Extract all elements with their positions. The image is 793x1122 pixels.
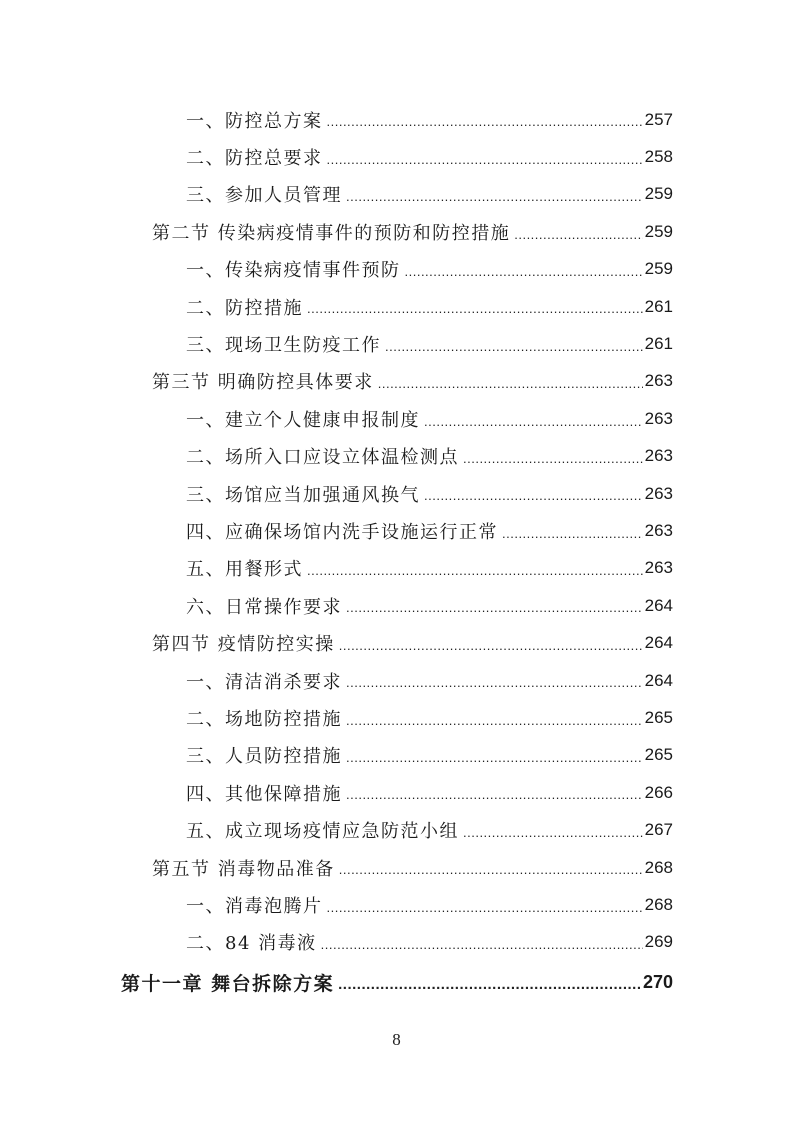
toc-entry-title: 二、84 消毒液 (186, 933, 317, 955)
toc-entry-page-number: 259 (644, 221, 673, 241)
toc-subsection-entry[interactable] (0, 325, 793, 362)
toc-entry-title: 第二节 传染病疫情事件的预防和防控措施 (152, 222, 511, 244)
table-of-contents (0, 101, 793, 1003)
toc-entry-page-number: 270 (642, 972, 673, 993)
toc-entry-page-number: 263 (644, 520, 673, 540)
toc-entry-page-number: 258 (644, 147, 673, 167)
toc-dot-leader (502, 526, 643, 550)
toc-dot-leader (463, 451, 643, 475)
toc-dot-leader (385, 339, 643, 363)
toc-entry-title: 六、日常操作要求 (186, 596, 342, 618)
toc-entry-title: 四、其他保障措施 (186, 783, 342, 805)
toc-entry-page-number: 269 (644, 932, 673, 952)
toc-subsection-entry[interactable] (0, 251, 793, 288)
toc-subsection-entry[interactable] (0, 811, 793, 848)
toc-subsection-entry[interactable] (0, 737, 793, 774)
toc-dot-leader (346, 750, 643, 774)
toc-subsection-entry[interactable] (0, 101, 793, 138)
toc-entry-page-number: 264 (644, 670, 673, 690)
toc-dot-leader (463, 825, 643, 849)
toc-entry-title: 三、场馆应当加强通风换气 (186, 484, 420, 506)
toc-entry-page-number: 268 (644, 857, 673, 877)
toc-entry-title: 二、场地防控措施 (186, 708, 342, 730)
toc-dot-leader (307, 301, 643, 325)
toc-section-entry[interactable] (0, 849, 793, 886)
toc-dot-leader (514, 227, 642, 251)
toc-subsection-entry[interactable] (0, 176, 793, 213)
toc-entry-page-number: 263 (644, 408, 673, 428)
toc-entry-title: 二、场所入口应设立体温检测点 (186, 447, 459, 469)
toc-subsection-entry[interactable] (0, 475, 793, 512)
toc-entry-page-number: 263 (644, 558, 673, 578)
toc-entry-title: 一、消毒泡腾片 (186, 895, 323, 917)
toc-dot-leader (327, 900, 643, 924)
toc-subsection-entry[interactable] (0, 924, 793, 961)
toc-entry-title: 五、用餐形式 (186, 559, 303, 581)
toc-dot-leader (307, 563, 643, 587)
toc-entry-page-number: 265 (644, 745, 673, 765)
toc-dot-leader (346, 600, 643, 624)
toc-subsection-entry[interactable] (0, 438, 793, 475)
toc-entry-page-number: 259 (644, 259, 673, 279)
toc-entry-title: 第三节 明确防控具体要求 (152, 372, 374, 394)
toc-subsection-entry[interactable] (0, 699, 793, 736)
toc-entry-page-number: 264 (644, 595, 673, 615)
toc-entry-title: 一、建立个人健康申报制度 (186, 409, 420, 431)
toc-entry-page-number: 263 (644, 446, 673, 466)
toc-entry-page-number: 268 (644, 894, 673, 914)
toc-dot-leader (424, 488, 643, 512)
toc-entry-title: 一、清洁消杀要求 (186, 671, 342, 693)
toc-entry-title: 第四节 疫情防控实操 (152, 634, 335, 656)
toc-entry-title: 五、成立现场疫情应急防范小组 (186, 821, 459, 843)
toc-section-entry[interactable] (0, 624, 793, 661)
toc-subsection-entry[interactable] (0, 886, 793, 923)
toc-dot-leader (327, 114, 643, 138)
toc-entry-page-number: 257 (644, 109, 673, 129)
toc-entry-page-number: 261 (644, 296, 673, 316)
toc-dot-leader (338, 976, 641, 1003)
toc-entry-title: 一、防控总方案 (186, 110, 323, 132)
toc-dot-leader (321, 937, 643, 961)
toc-dot-leader (339, 638, 643, 662)
toc-subsection-entry[interactable] (0, 400, 793, 437)
toc-section-entry[interactable] (0, 363, 793, 400)
toc-entry-title: 二、防控总要求 (186, 148, 323, 170)
toc-entry-title: 第五节 消毒物品准备 (152, 858, 335, 880)
toc-entry-page-number: 266 (644, 782, 673, 802)
page-number: 8 (392, 1030, 401, 1049)
toc-dot-leader (405, 264, 643, 288)
toc-entry-page-number: 267 (644, 820, 673, 840)
toc-dot-leader (339, 862, 643, 886)
toc-entry-page-number: 263 (644, 483, 673, 503)
toc-entry-page-number: 259 (644, 184, 673, 204)
toc-entry-page-number: 263 (644, 371, 673, 391)
toc-subsection-entry[interactable] (0, 550, 793, 587)
toc-subsection-entry[interactable] (0, 774, 793, 811)
toc-entry-title: 一、传染病疫情事件预防 (186, 260, 401, 282)
toc-entry-title: 三、人员防控措施 (186, 746, 342, 768)
toc-dot-leader (346, 675, 643, 699)
toc-entry-page-number: 265 (644, 707, 673, 727)
toc-subsection-entry[interactable] (0, 512, 793, 549)
toc-dot-leader (424, 414, 643, 438)
toc-section-entry[interactable] (0, 213, 793, 250)
toc-subsection-entry[interactable] (0, 662, 793, 699)
toc-dot-leader (378, 376, 643, 400)
toc-entry-page-number: 261 (644, 334, 673, 354)
toc-subsection-entry[interactable] (0, 288, 793, 325)
toc-entry-title: 三、现场卫生防疫工作 (186, 335, 381, 357)
toc-dot-leader (346, 787, 643, 811)
toc-entry-title: 四、应确保场馆内洗手设施运行正常 (186, 521, 498, 543)
toc-dot-leader (346, 189, 643, 213)
toc-entry-title: 三、参加人员管理 (186, 185, 342, 207)
toc-dot-leader (327, 152, 643, 176)
toc-entry-title: 二、防控措施 (186, 297, 303, 319)
toc-dot-leader (346, 713, 643, 737)
toc-chapter-entry[interactable] (0, 963, 793, 1003)
toc-subsection-entry[interactable] (0, 587, 793, 624)
toc-entry-page-number: 264 (644, 633, 673, 653)
toc-subsection-entry[interactable] (0, 138, 793, 175)
toc-entry-title: 第十一章 舞台拆除方案 (121, 973, 335, 996)
